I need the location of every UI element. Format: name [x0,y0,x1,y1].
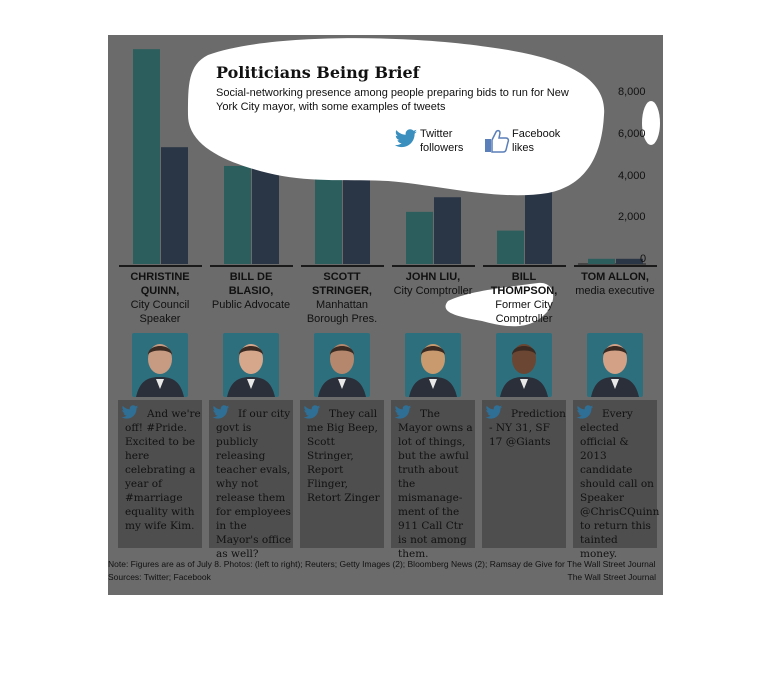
chart-note: Note: Figures are as of July 8. Photos: (left to right); Reuters; Getty Images (2); Bloomberg News (2); Ramsay de Give for The Wall Street Journal [108,559,656,569]
candidate-photo [223,333,279,397]
chart-panel [108,35,663,595]
y-tick-label: 6,000 [618,127,646,140]
facebook-like-icon [484,128,510,154]
candidate-role: Public Advocate [211,299,291,311]
candidate-name: TOM ALLON, [581,271,649,283]
y-tick-label: 8,000 [618,86,646,99]
candidate-photo [132,333,188,397]
bubble-shape [188,38,604,195]
candidate-photo [314,333,370,397]
legend-twitter-label: Twitter followers [420,128,464,154]
tweet-box [573,400,660,560]
tweet-box [300,400,384,548]
chart-sources: Sources: Twitter; Facebook [108,572,211,582]
tweet-text: And we're off! #Pride. Excited to be here celebrating a year of #marriage equality with my wife Kim. [125,408,201,532]
tweet-text: Every elected official & 2013 candidate should call on Speaker @ChrisCQuinn to return this tainted money. [580,408,660,560]
twitter-bird-icon [394,129,418,149]
tweet-text: Prediction - NY 31, SF 17 @Giants [489,408,566,448]
candidate-name-block [482,270,566,326]
y-tick-label: 0 [640,253,647,265]
tweet-text: The Mayor owns a lot of things, but the awful truth about the mismanage-ment of the 911 Call Ctr is not among them. [398,408,473,560]
candidate-name-block [300,270,384,326]
candidate-name-block [573,270,657,298]
chart-title: Politicians Being Brief [216,63,420,82]
candidate-name: BILL THOMPSON, [490,271,558,297]
candidate-role: City Council Speaker [130,299,190,325]
legend-facebook-label: Facebook likes [512,128,561,154]
tweet-box [391,400,475,560]
candidate-role: media executive [575,285,655,297]
candidate-name-block [391,270,475,298]
chart-subtitle: Social-networking presence among people preparing bids to run for New York City mayor, with some examples of tweets [216,87,569,113]
tweet-box [118,400,202,548]
candidate-photo [496,333,552,397]
tweet-text: They call me Big Beep, Scott Stringer, Report Flinger, Retort Zinger [307,408,380,504]
candidate-role: Manhattan Borough Pres. [306,299,378,325]
candidate-name: BILL DE BLASIO, [228,271,274,297]
tweet-box [482,400,566,548]
candidate-photo [587,333,643,397]
candidate-name: CHRISTINE QUINN, [130,271,190,297]
candidate-name-block [209,270,293,312]
y-tick-label: 2,000 [618,211,646,224]
candidate-name-block [118,270,202,326]
candidate-photo [405,333,461,397]
candidate-name: JOHN LIU, [405,271,461,283]
candidate-role: City Comptroller [393,285,473,297]
y-tick-label: 4,000 [618,169,646,182]
tweet-box [209,400,293,560]
candidate-role: Former City Comptroller [495,299,553,325]
tweet-text: If our city govt is publicly releasing teacher evals, why not release them for employees in the Mayor's office as well? [216,408,292,560]
candidate-name: SCOTT STRINGER, [312,271,372,297]
chart-credit: The Wall Street Journal [567,572,656,582]
